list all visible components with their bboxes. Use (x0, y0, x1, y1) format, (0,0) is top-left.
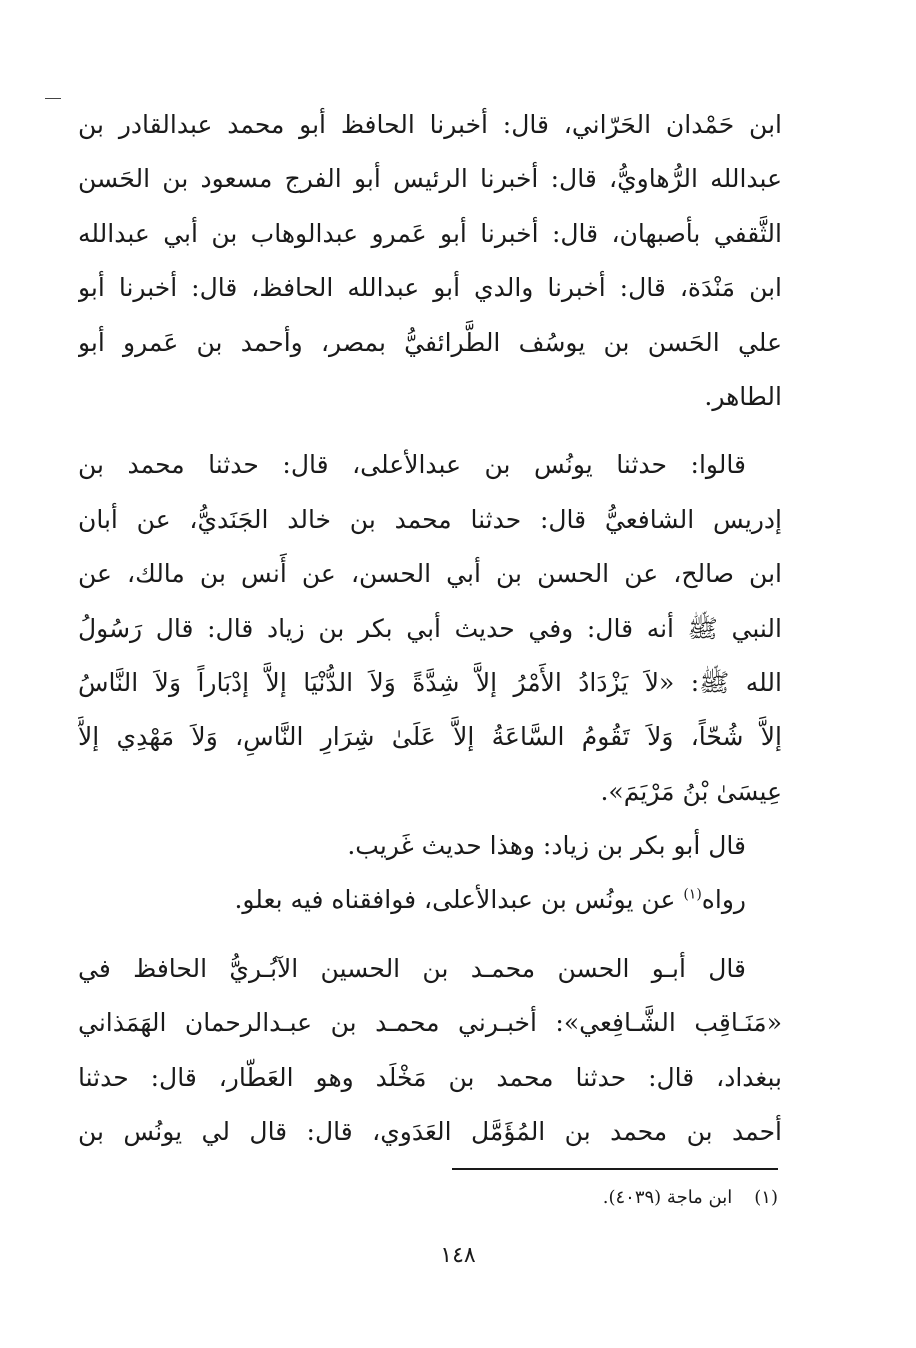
page-number: ١٤٨ (440, 1243, 476, 1268)
paragraph-isnad-1 (78, 98, 782, 424)
text-line: أحمد بن محمد بن المُؤَمَّل العَدَوي، قال: قال لي يونُس بن (78, 1117, 782, 1147)
paragraph-narration (78, 873, 782, 927)
text-line: إلاَّ شُحّاً، وَلاَ تَقُومُ السَّاعَةُ إلاَّ عَلَىٰ شِرَارِ النَّاسِ، وَلاَ مَهْدِي إلاَّ (78, 722, 782, 752)
text-line: النبي ﷺ أنه قال: وفي حديث أبي بكر بن زياد قال: قال رَسُولُ (78, 613, 782, 643)
text-line: ابن مَنْدَة، قال: أخبرنا والدي أبو عبدالله الحافظ، قال: أخبرنا أبو (78, 273, 782, 303)
text-line (78, 873, 782, 927)
footnote-marker: (١) (754, 1187, 778, 1208)
margin-mark (45, 98, 61, 99)
text-line: «مَنَـاقِب الشَّـافِعي»: أخبـرني محمـد بن عبـدالرحمان الهَمَذاني (78, 1008, 782, 1038)
text-line: الله ﷺ: «لاَ يَزْدَادُ الأَمْرُ إلاَّ شِدَّةً وَلاَ الدُّنْيَا إلاَّ إدْبَاراً وَلاَ النَّاسُ (78, 667, 782, 697)
paragraph-isnad-2 (78, 942, 782, 1160)
text-line: قالوا: حدثنا يونُس بن عبدالأعلى، قال: حدثنا محمد بن (78, 450, 746, 480)
narration-lead: رواه (701, 885, 746, 915)
text-line: ابن صالح، عن الحسن بن أبي الحسن، عن أَنس بن مالك، عن (78, 559, 782, 589)
text-line: الثَّقفي بأصبهان، قال: أخبرنا أبو عَمرو عبدالوهاب بن أبي عبدالله (78, 218, 782, 248)
paragraph-hadith (78, 438, 782, 819)
text-line: قال أبـو الحسن محمـد بن الحسين الآبُـريُّ الحافظ في (78, 953, 746, 983)
footnote (452, 1184, 778, 1212)
footnote-divider (452, 1168, 778, 1170)
text-line: عبدالله الرُّهاويُّ، قال: أخبرنا الرئيس أبو الفرج مسعود بن الحَسن (78, 164, 782, 194)
paragraph-grading (78, 819, 782, 873)
text-line: علي الحَسن بن يوسُف الطَّرائفيُّ بمصر، وأحمد بن عَمرو أبو (78, 327, 782, 357)
text-line: إدريس الشافعيُّ قال: حدثنا محمد بن خالد الجَنَديُّ، عن أبان (78, 504, 782, 534)
text-line: قال أبو بكر بن زياد: وهذا حديث غَريب. (347, 831, 746, 861)
narration-rest: عن يونُس بن عبدالأعلى، فوافقناه فيه بعلو. (234, 885, 684, 915)
text-line: ببغداد، قال: حدثنا محمد بن مَخْلَد وهو العَطّار، قال: حدثنا (78, 1062, 782, 1092)
footnote-text: ابن ماجة (٤٠٣٩). (602, 1187, 733, 1208)
body-text (78, 98, 782, 1159)
text-line: ابن حَمْدان الحَرّاني، قال: أخبرنا الحافظ أبو محمد عبدالقادر بن (78, 110, 782, 139)
footnote-reference[interactable]: (١) (683, 887, 702, 904)
text-line: الطاهر. (704, 381, 782, 411)
text-line: عِيسَىٰ بْنُ مَرْيَمَ». (600, 776, 782, 806)
